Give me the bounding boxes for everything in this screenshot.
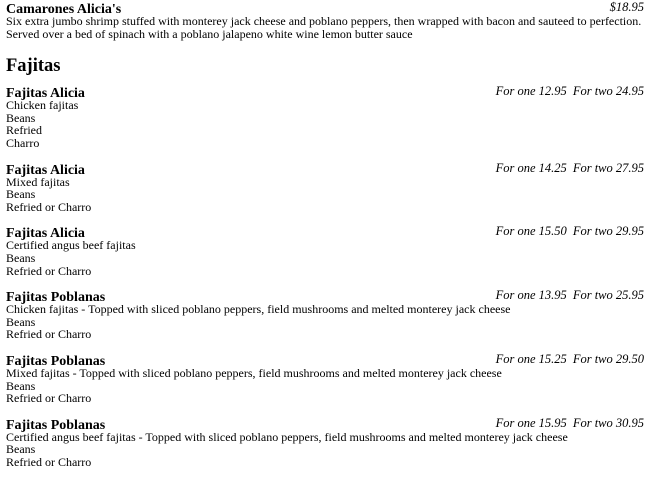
- menu-item-line: Beans: [6, 250, 36, 265]
- menu-item-line: Beans: [6, 187, 36, 202]
- price-for-one: For one 15.95: [495, 415, 567, 430]
- menu-item-fajita: [6, 224, 644, 277]
- menu-item-header: [6, 352, 644, 367]
- price-for-two: For two 24.95: [572, 84, 644, 99]
- menu-item-line: Refried: [6, 123, 42, 138]
- price-for-two: For two 25.95: [572, 288, 644, 303]
- menu-item-name: Camarones Alicia's: [6, 2, 122, 17]
- menu-item-prices: [496, 288, 644, 303]
- menu-item-prices: [496, 352, 644, 367]
- menu-item-line: Beans: [6, 314, 36, 329]
- menu-item-line: Refried or Charro: [6, 263, 92, 278]
- price-for-one: For one 14.25: [495, 160, 567, 175]
- menu-item-line: Mixed fajitas - Topped with sliced poblano peppers, field mushrooms and melted monterey jack cheese: [6, 365, 502, 380]
- price-for-one: For one 12.95: [495, 84, 567, 99]
- menu-item-line: Beans: [6, 110, 36, 125]
- price-for-one: For one 15.25: [495, 351, 567, 366]
- menu-item-description: Six extra jumbo shrimp stuffed with monterey jack cheese and poblano peppers, then wrapped with bacon and sauteed to perfection. Served over a bed of spinach with a poblano jalapeno white wine lemon butter sauce: [6, 14, 642, 41]
- menu-item-prices: [496, 161, 644, 176]
- menu-item-line: Refried or Charro: [6, 454, 92, 469]
- menu-item-line: Beans: [6, 442, 36, 457]
- menu-item-line: Refried or Charro: [6, 327, 92, 342]
- price-for-one: For one 15.50: [495, 224, 567, 239]
- menu-item-line: Certified angus beef fajitas: [6, 238, 136, 253]
- price-for-two: For two 29.50: [572, 351, 644, 366]
- menu-item-line: Chicken fajitas: [6, 98, 79, 113]
- menu-item-prices: [496, 416, 644, 431]
- menu-item-line: Certified angus beef fajitas - Topped with sliced poblano peppers, field mushrooms and melted monterey jack cheese: [6, 429, 568, 444]
- menu-item-name: Fajitas Alicia: [6, 86, 85, 102]
- price-for-two: For two 30.95: [572, 415, 644, 430]
- menu-item-header: [6, 161, 644, 176]
- menu-item-header: [6, 84, 644, 102]
- menu-item-name: Fajitas Alicia: [6, 226, 85, 242]
- menu-page: [6, 0, 644, 479]
- section-title: Fajitas: [6, 56, 61, 77]
- menu-item-name: Fajitas Poblanas: [6, 353, 106, 369]
- menu-item-line: Charro: [6, 135, 40, 150]
- price-for-two: For two 27.95: [572, 160, 644, 175]
- menu-item-fajita: [6, 352, 644, 405]
- menu-item-prices: [496, 224, 644, 239]
- menu-item-header: [6, 288, 644, 306]
- menu-item-line: Beans: [6, 378, 36, 393]
- menu-item-name: Fajitas Alicia: [6, 162, 85, 178]
- menu-item-line: Chicken fajitas - Topped with sliced poblano peppers, field mushrooms and melted monterey jack cheese: [6, 302, 511, 317]
- menu-item-line: Refried or Charro: [6, 391, 92, 406]
- menu-item-line: Mixed fajitas: [6, 174, 70, 189]
- menu-item-name: Fajitas Poblanas: [6, 290, 106, 306]
- menu-item-header: [6, 0, 644, 15]
- menu-item-fajita: [6, 161, 644, 214]
- fajita-list: [6, 84, 644, 468]
- menu-item-fajita: [6, 84, 644, 149]
- menu-item-header: [6, 224, 644, 242]
- menu-item-line: Refried or Charro: [6, 199, 92, 214]
- menu-item-fajita: [6, 416, 644, 469]
- menu-item-header: [6, 416, 644, 431]
- menu-item-prices: [496, 84, 644, 99]
- menu-item-name: Fajitas Poblanas: [6, 417, 106, 433]
- price-for-one: For one 13.95: [495, 288, 567, 303]
- menu-item-price: $18.95: [609, 0, 644, 14]
- menu-item-camarones: [6, 0, 644, 40]
- price-for-two: For two 29.95: [572, 224, 644, 239]
- menu-item-fajita: [6, 288, 644, 341]
